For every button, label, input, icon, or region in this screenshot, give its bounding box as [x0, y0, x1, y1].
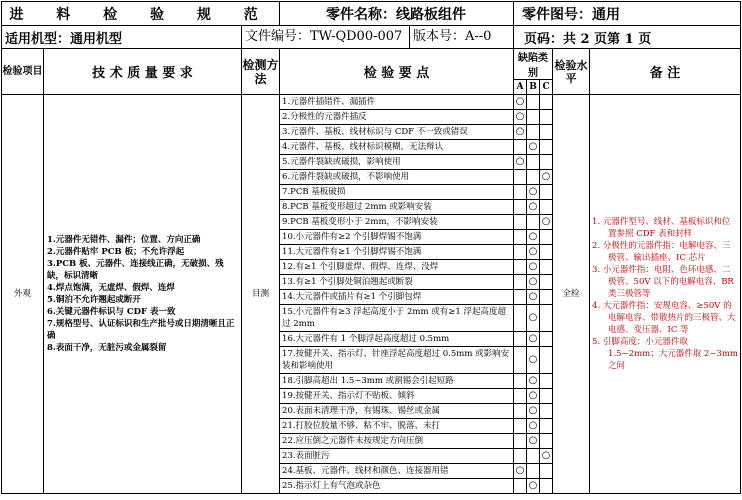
inspection-point: 15.小元器件有≥3 浮起高度小于 2mm 或有≥1 浮起高度超过 2mm	[280, 305, 514, 332]
defect-c-cell	[540, 479, 553, 494]
defect-a-cell	[514, 95, 527, 110]
defect-a-cell	[514, 230, 527, 245]
defect-mark-icon: ○	[528, 390, 538, 401]
document-title: 进 料 检 验 规 范	[2, 2, 280, 26]
version-number: 版本号：A--0	[413, 29, 492, 44]
defect-b-cell	[527, 419, 540, 434]
inspection-method: 目测	[242, 95, 280, 494]
defect-b-cell	[527, 449, 540, 464]
inspection-point: 17.按健开关、指示灯、针座浮起高度超过 0.5mm 或影响安装和影响使用	[280, 347, 514, 374]
inspection-point: 19.按健开关、指示灯不贴板、倾斜	[280, 389, 514, 404]
requirement-item: 8.表面干净，无脏污或金属裂留	[47, 343, 167, 353]
defect-a-cell	[514, 374, 527, 389]
defect-a-cell	[514, 389, 527, 404]
defect-b-cell	[527, 305, 540, 332]
defect-c-cell	[540, 95, 553, 110]
defect-c-cell	[540, 200, 553, 215]
defect-mark-icon: ○	[528, 405, 538, 416]
inspection-point: 18.引脚高超出 1.5~3mm 或割锡会引起短路	[280, 374, 514, 389]
defect-c-cell	[540, 464, 553, 479]
defect-c-header: C	[540, 80, 553, 95]
defect-mark-icon: ○	[515, 126, 525, 137]
defect-a-cell	[514, 419, 527, 434]
defect-a-cell	[514, 200, 527, 215]
defect-b-cell	[527, 464, 540, 479]
defect-c-cell	[540, 275, 553, 290]
remark-item: 5. 引脚高度：小元器件取 1.5~2mm；大元器件取 2~3mm 之间	[592, 337, 738, 371]
defect-c-cell	[540, 140, 553, 155]
defect-b-cell	[527, 230, 540, 245]
technical-requirements	[44, 95, 242, 494]
inspection-point: 4.元器件、基板、线材标识模糊，无法辩认	[280, 140, 514, 155]
defect-b-cell	[527, 290, 540, 305]
defect-mark-icon: ○	[515, 96, 525, 107]
defect-a-cell	[514, 347, 527, 374]
defect-b-cell	[527, 479, 540, 494]
inspection-point: 22.应压倒之元器件未按规定方向压倒	[280, 434, 514, 449]
defect-mark-icon: ○	[515, 465, 525, 476]
defect-b-cell	[527, 275, 540, 290]
col-header-tech-req: 技 术 质 量 要 求	[44, 49, 242, 95]
part-name: 零件名称：线路板组件	[280, 2, 514, 26]
defect-a-cell	[514, 290, 527, 305]
defect-mark-icon: ○	[541, 450, 551, 461]
requirement-item: 7.规格型号、认证标识和生产批号或日期清晰且正确	[47, 319, 235, 341]
inspection-point: 8.PCB 基板变形超过 2mm 或影响安装	[280, 200, 514, 215]
inspection-point: 16.大元器件有 1 个脚浮起高度超过 0.5mm	[280, 332, 514, 347]
defect-a-cell	[514, 245, 527, 260]
defect-a-cell	[514, 305, 527, 332]
defect-a-cell	[514, 155, 527, 170]
defect-a-cell	[514, 125, 527, 140]
defect-c-cell	[540, 230, 553, 245]
defect-b-cell	[527, 434, 540, 449]
remark-item: 2. 分极性的元器件指：电解电容、三极管、输出插座、IC 芯片	[592, 241, 731, 263]
inspection-point: 25.指示灯上有气泡或杂色	[280, 479, 514, 494]
defect-c-cell	[540, 155, 553, 170]
col-header-item: 检验项目	[2, 49, 44, 95]
defect-b-cell	[527, 110, 540, 125]
inspection-level: 全检	[553, 95, 590, 494]
defect-mark-icon: ○	[515, 111, 525, 122]
defect-mark-icon: ○	[528, 261, 538, 272]
defect-a-cell	[514, 449, 527, 464]
defect-c-cell	[540, 434, 553, 449]
defect-mark-icon: ○	[528, 246, 538, 257]
defect-mark-icon: ○	[528, 480, 538, 491]
col-header-remarks: 备 注	[590, 49, 741, 95]
inspection-point: 21.打胶位胶量不够、粘不牢、脱落、未打	[280, 419, 514, 434]
requirement-item: 6.关键元器件标识与 CDF 表一致	[47, 307, 176, 317]
applicable-model: 适用机型：通用机型	[2, 26, 242, 49]
inspection-point: 23.表面脏污	[280, 449, 514, 464]
defect-c-cell	[540, 215, 553, 230]
defect-b-cell	[527, 140, 540, 155]
defect-b-cell	[527, 155, 540, 170]
defect-c-cell	[540, 374, 553, 389]
remarks	[590, 95, 741, 494]
defect-mark-icon: ○	[528, 375, 538, 386]
defect-c-cell	[540, 185, 553, 200]
remark-item: 1. 元器件型号、线材、基板标识和位置参照 CDF 表和封样	[592, 217, 731, 239]
inspection-point: 2.分极性的元器件插反	[280, 110, 514, 125]
doc-version-cell	[242, 26, 514, 49]
inspection-point: 1.元器件插错件、漏插件	[280, 95, 514, 110]
defect-mark-icon: ○	[528, 231, 538, 242]
inspection-point: 12.有≥1 个引脚虚焊、假焊、连焊、没焊	[280, 260, 514, 275]
col-header-method: 检测方法	[242, 49, 280, 95]
defect-c-cell	[540, 290, 553, 305]
requirement-item: 3.PCB 板、元器件、连接线正确，无破损、残缺，标识清晰	[47, 259, 224, 281]
inspection-point: 24.基板、元器件、线材和颜色、连接器用错	[280, 464, 514, 479]
defect-c-cell	[540, 404, 553, 419]
defect-mark-icon: ○	[528, 201, 538, 212]
defect-b-cell	[527, 170, 540, 185]
inspection-point: 6.元器件裂缺或破损，不影响使用	[280, 170, 514, 185]
inspection-item: 外观	[2, 95, 44, 494]
defect-b-cell	[527, 215, 540, 230]
requirement-item: 5.铜泊不允许翘起或断开	[47, 295, 141, 305]
spec-table	[1, 1, 741, 494]
defect-mark-icon: ○	[515, 156, 525, 167]
defect-a-cell	[514, 170, 527, 185]
table-row	[2, 95, 741, 110]
inspection-point: 3.元器件、基板、线材标识与 CDF 不一致或错误	[280, 125, 514, 140]
defect-c-cell	[540, 170, 553, 185]
inspection-point: 5.元器件裂缺或破损，影响使用	[280, 155, 514, 170]
defect-b-cell	[527, 200, 540, 215]
defect-c-cell	[540, 245, 553, 260]
defect-mark-icon: ○	[528, 276, 538, 287]
defect-c-cell	[540, 260, 553, 275]
defect-mark-icon: ○	[528, 420, 538, 431]
defect-b-cell	[527, 125, 540, 140]
defect-mark-icon: ○	[528, 186, 538, 197]
defect-c-cell	[540, 419, 553, 434]
col-header-level: 检验水平	[553, 49, 590, 95]
part-number: 零件图号：通用	[514, 2, 741, 26]
defect-c-cell	[540, 449, 553, 464]
requirement-item: 2.元器件贴牢 PCB 板；不允许浮起	[47, 247, 185, 257]
defect-b-cell	[527, 332, 540, 347]
defect-b-header: B	[527, 80, 540, 95]
inspection-point: 7.PCB 基板破损	[280, 185, 514, 200]
defect-a-cell	[514, 275, 527, 290]
inspection-point: 10.小元器件有≥2 个引脚焊锡不饱满	[280, 230, 514, 245]
defect-mark-icon: ○	[528, 141, 538, 152]
defect-b-cell	[527, 347, 540, 374]
defect-mark-icon: ○	[528, 333, 538, 344]
col-header-defect: 缺陷类别	[514, 49, 553, 80]
defect-b-cell	[527, 95, 540, 110]
defect-mark-icon: ○	[528, 354, 538, 365]
defect-c-cell	[540, 125, 553, 140]
defect-b-cell	[527, 374, 540, 389]
doc-number: 文件编号：TW-QD00-007	[242, 26, 410, 48]
defect-c-cell	[540, 332, 553, 347]
defect-c-cell	[540, 305, 553, 332]
inspection-point: 13.有≥1 个引脚处铜泊翘起或断裂	[280, 275, 514, 290]
requirement-item: 1.元器件无错件、漏件；位置、方向正确	[47, 235, 201, 245]
inspection-point: 20.表面未清理干净，有锡珠、锡丝或金属	[280, 404, 514, 419]
defect-a-cell	[514, 464, 527, 479]
defect-a-cell	[514, 260, 527, 275]
defect-a-cell	[514, 332, 527, 347]
defect-mark-icon: ○	[528, 291, 538, 302]
defect-b-cell	[527, 389, 540, 404]
defect-b-cell	[527, 185, 540, 200]
requirement-item: 4.焊点饱满，无虚焊、假焊、连焊	[47, 283, 175, 293]
inspection-point: 9.PCB 基板变形小于 2mm，不影响安装	[280, 215, 514, 230]
inspection-point: 14.大元器件或插片有≥1 个引脚包焊	[280, 290, 514, 305]
defect-mark-icon: ○	[541, 171, 551, 182]
defect-b-cell	[527, 404, 540, 419]
defect-a-cell	[514, 479, 527, 494]
defect-mark-icon: ○	[541, 216, 551, 227]
defect-a-cell	[514, 215, 527, 230]
defect-a-header: A	[514, 80, 527, 95]
defect-b-cell	[527, 260, 540, 275]
defect-b-cell	[527, 245, 540, 260]
page-info: 页码：共 2 页第 1 页	[514, 26, 741, 49]
inspection-point: 11.大元器件有≥1 个引脚焊锡不饱满	[280, 245, 514, 260]
defect-a-cell	[514, 185, 527, 200]
defect-a-cell	[514, 404, 527, 419]
col-header-points: 检 验 要 点	[280, 49, 514, 95]
remark-item: 4. 大元器件指：安规电容、≥50V 的电解电容、带散热片的三极管、大电感、变压器、IC 等	[592, 301, 736, 335]
defect-mark-icon: ○	[528, 435, 538, 446]
defect-a-cell	[514, 140, 527, 155]
defect-mark-icon: ○	[528, 312, 538, 323]
defect-c-cell	[540, 347, 553, 374]
remark-item: 3. 小元器件指：电阻、色环电感、二极管、50V 以下的电解电容、BR 类三极管等	[592, 265, 734, 299]
defect-a-cell	[514, 434, 527, 449]
defect-a-cell	[514, 110, 527, 125]
defect-c-cell	[540, 389, 553, 404]
defect-c-cell	[540, 110, 553, 125]
